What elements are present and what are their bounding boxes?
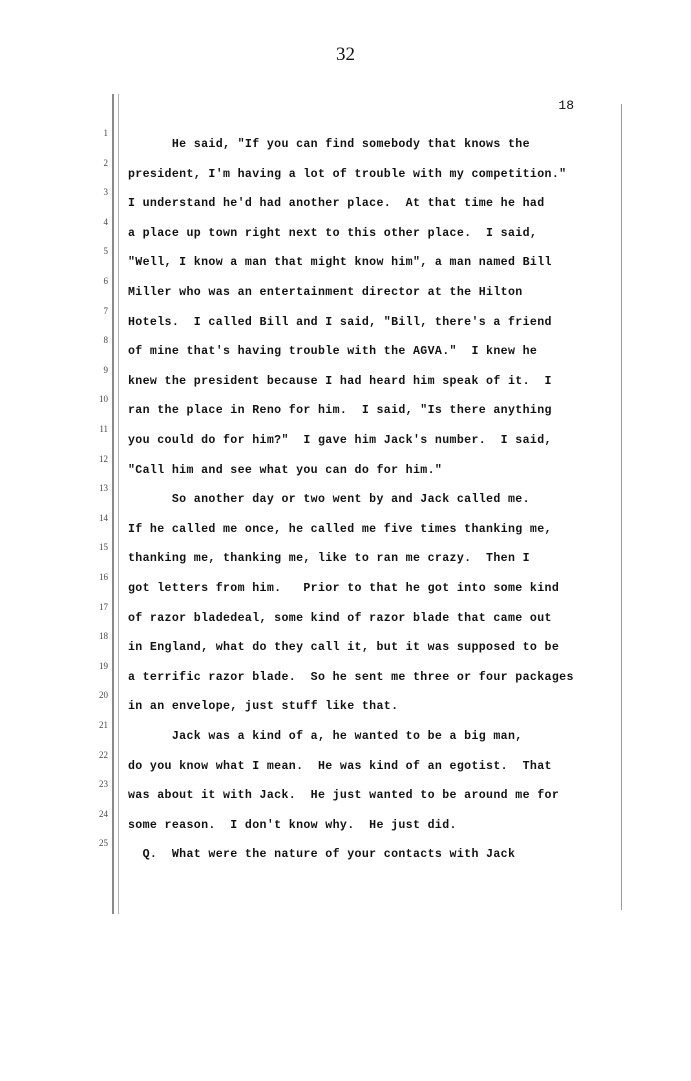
transcript-line: So another day or two went by and Jack called me. bbox=[128, 493, 530, 507]
transcript-line: "Call him and see what you can do for him." bbox=[128, 463, 443, 477]
transcript-line: Hotels. I called Bill and I said, "Bill, there's a friend bbox=[128, 315, 552, 329]
line-number: 1 bbox=[103, 128, 108, 138]
transcript-line: of mine that's having trouble with the AGVA." I knew he bbox=[128, 345, 538, 359]
line-number: 6 bbox=[103, 276, 108, 286]
transcript-line: do you know what I mean. He was kind of an egotist. That bbox=[128, 759, 552, 773]
line-number: 8 bbox=[103, 335, 108, 346]
transcript-line: "Well, I know a man that might know him", a man named Bill bbox=[128, 256, 552, 270]
transcript-line: Miller who was an entertainment director at the Hilton bbox=[128, 286, 523, 299]
line-number: 5 bbox=[103, 246, 108, 257]
transcript-line: a terrific razor blade. So he sent me three or four packages bbox=[128, 670, 574, 684]
line-number: 2 bbox=[103, 157, 108, 168]
line-number: 22 bbox=[99, 749, 108, 760]
line-number: 21 bbox=[99, 720, 108, 730]
transcript-line: got letters from him. Prior to that he got into some kind bbox=[128, 582, 560, 595]
line-number: 13 bbox=[99, 483, 108, 494]
transcript-page-number: 18 bbox=[558, 98, 574, 113]
line-number: 16 bbox=[99, 572, 108, 582]
line-number: 20 bbox=[99, 690, 108, 701]
line-number: 19 bbox=[99, 660, 108, 671]
line-number: 10 bbox=[99, 394, 108, 405]
transcript-line: some reason. I don't know why. He just did. bbox=[128, 818, 457, 832]
line-number: 4 bbox=[103, 216, 108, 227]
line-number: 12 bbox=[99, 453, 108, 464]
transcript-line: in England, what do they call it, but it was supposed to be bbox=[128, 641, 560, 655]
transcript-line: Q. What were the nature of your contacts with Jack bbox=[128, 848, 516, 862]
line-number: 25 bbox=[99, 838, 108, 849]
transcript-line: of razor bladedeal, some kind of razor blade that came out bbox=[128, 611, 552, 625]
transcript-line: I understand he'd had another place. At that time he had bbox=[128, 197, 545, 211]
transcript-line: ran the place in Reno for him. I said, "Is there anything bbox=[128, 404, 552, 418]
line-number: 3 bbox=[103, 187, 108, 198]
page-number: 32 bbox=[336, 44, 355, 65]
transcript-line: you could do for him?" I gave him Jack's number. I said, bbox=[128, 434, 552, 447]
line-number: 9 bbox=[103, 364, 108, 375]
transcript-line: If he called me once, he called me five times thanking me, bbox=[128, 522, 552, 536]
transcript-line: Jack was a kind of a, he wanted to be a big man, bbox=[128, 730, 523, 743]
line-number: 7 bbox=[103, 305, 108, 316]
line-number: 18 bbox=[99, 631, 108, 642]
transcript-line: a place up town right next to this other place. I said, bbox=[128, 226, 538, 240]
transcript-line: knew the president because I had heard him speak of it. I bbox=[128, 374, 552, 388]
transcript-line: was about it with Jack. He just wanted to be around me for bbox=[128, 789, 560, 803]
transcript-line: in an envelope, just stuff like that. bbox=[128, 700, 399, 714]
line-number: 14 bbox=[99, 512, 108, 523]
line-number: 15 bbox=[99, 542, 108, 553]
transcript-line: thanking me, thanking me, like to ran me crazy. Then I bbox=[128, 552, 530, 566]
transcript-line: He said, "If you can find somebody that knows the bbox=[128, 138, 530, 151]
line-number: 23 bbox=[99, 779, 108, 790]
line-number: 11 bbox=[99, 424, 108, 434]
line-number: 17 bbox=[99, 601, 108, 612]
transcript-line: president, I'm having a lot of trouble with my competition." bbox=[128, 167, 567, 181]
line-number: 24 bbox=[99, 808, 108, 819]
